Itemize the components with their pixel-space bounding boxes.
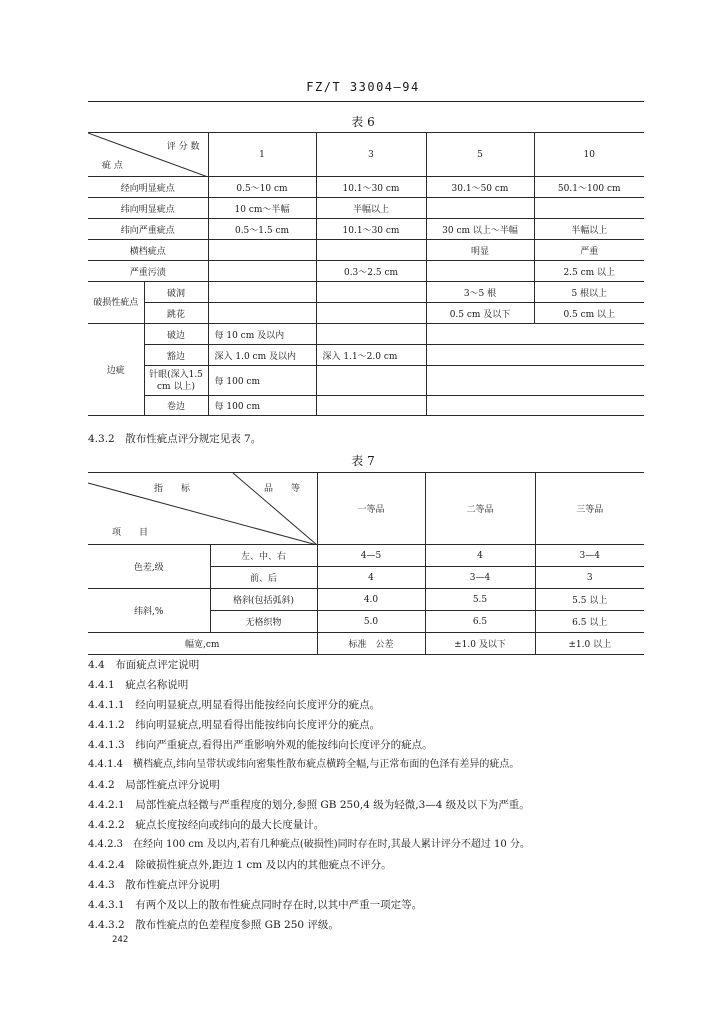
paragraph: 4.4.2.3 在经向 100 cm 及以内,若有几种疵点(破损性)同时存在时,其最人累计评分不超过 10 分。 xyxy=(88,839,530,850)
paragraph: 4.4.1.2 纬向明显疵点,明显看得出能按纬向长度评分的疵点。 xyxy=(88,719,381,731)
table-cell: 4—5 xyxy=(317,545,425,567)
paragraph: 4.4.3.1 有两个及以上的散布性疵点同时存在时,以其中严重一项定等。 xyxy=(88,899,423,911)
table-cell: 0.5～10 cm xyxy=(208,177,316,198)
table-row xyxy=(88,324,644,345)
table-cell: 明显 xyxy=(426,240,534,261)
grade-header: 一等品 xyxy=(317,473,425,545)
table-cell: 5 根以上 xyxy=(534,282,644,303)
table-row xyxy=(88,240,644,261)
table6-corner-score-label: 评 分 数 xyxy=(166,142,200,152)
table-cell: 半幅以上 xyxy=(316,198,426,219)
row-label: 纬向严重疵点 xyxy=(88,219,208,240)
header-rule xyxy=(88,101,644,102)
table-cell: 50.1～100 cm xyxy=(534,177,644,198)
table-cell: 3—4 xyxy=(425,567,535,589)
paragraph: 4.4.1.1 经向明显疵点,明显看得出能按经向长度评分的疵点。 xyxy=(88,699,381,711)
table-row xyxy=(88,261,644,282)
table-cell: 6.5 以上 xyxy=(535,611,644,633)
table-row xyxy=(88,345,644,366)
table-cell xyxy=(426,396,644,416)
row-label: 跳花 xyxy=(144,303,208,324)
table-row xyxy=(88,366,644,396)
document-code: FZ/T 33004—94 xyxy=(306,80,420,94)
row-label: 针眼(深入1.5 cm 以上) xyxy=(144,366,208,396)
table-cell: 5.5 以上 xyxy=(535,589,644,611)
table6-caption: 表 6 xyxy=(351,115,375,129)
table-cell: 每 100 cm xyxy=(208,396,316,416)
table-cell: 5.5 xyxy=(425,589,535,611)
table-cell: 2.5 cm 以上 xyxy=(534,261,644,282)
table-cell: ±1.0 及以下 xyxy=(425,633,535,655)
weft-skew-label: 纬斜,% xyxy=(88,589,210,633)
table-row xyxy=(88,219,644,240)
grade-header: 三等品 xyxy=(535,473,644,545)
table-cell: 30 cm 以上～半幅 xyxy=(426,219,534,240)
paragraph: 4.4.1.4 横档疵点,纬向呈带状或纬向密集性散布疵点横跨全幅,与正常布面的色泽有差异的疵点。 xyxy=(88,759,520,770)
row-label: 经向明显疵点 xyxy=(88,177,208,198)
table-cell: 深入 1.1～2.0 cm xyxy=(316,345,426,366)
table-cell xyxy=(316,282,426,303)
table7-caption: 表 7 xyxy=(351,454,375,468)
table-cell xyxy=(208,261,316,282)
table-cell: 3—4 xyxy=(535,545,644,567)
paragraph: 4.4.3.2 散布性疵点的色差程度参照 GB 250 评级。 xyxy=(88,919,339,931)
table-cell: 0.5 cm 以上 xyxy=(534,303,644,324)
table7-corner-cell xyxy=(88,473,317,545)
table-cell xyxy=(426,345,644,366)
table-cell: 10.1～30 cm xyxy=(316,219,426,240)
section-heading: 4.4 布面疵点评定说明 xyxy=(88,659,200,671)
table-row xyxy=(88,198,644,219)
table6-score-header: 3 xyxy=(316,133,426,177)
table-cell: 3～5 根 xyxy=(426,282,534,303)
table-cell: 每 100 cm xyxy=(208,366,316,396)
paragraph: 4.4.2.1 局部性疵点轻微与严重程度的划分,参照 GB 250,4 级为轻微,3—4 级及以下为严重。 xyxy=(88,799,530,811)
table-cell: 30.1～50 cm xyxy=(426,177,534,198)
table-cell: 标准 公差 xyxy=(317,633,425,655)
row-label: 卷边 xyxy=(144,396,208,416)
section-heading: 4.4.2 局部性疵点评分说明 xyxy=(88,779,220,791)
table-cell: 每 10 cm 及以内 xyxy=(208,324,316,345)
table-cell xyxy=(426,261,534,282)
damage-group-label: 破损性疵点 xyxy=(88,282,144,324)
paragraph: 4.4.1.3 纬向严重疵点,看得出严重影响外观的能按纬向长度评分的疵点。 xyxy=(88,739,433,751)
table-cell: 0.3～2.5 cm xyxy=(316,261,426,282)
table-row xyxy=(88,633,644,655)
table-cell: 6.5 xyxy=(425,611,535,633)
table-cell xyxy=(534,198,644,219)
table6-score-header: 5 xyxy=(426,133,534,177)
row-label: 无格织物 xyxy=(210,611,317,633)
table-row xyxy=(88,396,644,416)
table-cell: 半幅以上 xyxy=(534,219,644,240)
table-row xyxy=(88,303,644,324)
paragraph: 4.4.2.2 疵点长度按经向或纬向的最大长度量计。 xyxy=(88,819,325,831)
table-cell xyxy=(426,198,534,219)
table-cell: 4.0 xyxy=(317,589,425,611)
table-cell xyxy=(426,324,644,345)
table-cell xyxy=(208,240,316,261)
row-label: 严重污渍 xyxy=(88,261,208,282)
table-cell: ±1.0 以上 xyxy=(535,633,644,655)
table-cell: 0.5～1.5 cm xyxy=(208,219,316,240)
table-cell: 严重 xyxy=(534,240,644,261)
section-heading: 4.4.1 疵点名称说明 xyxy=(88,679,189,691)
paragraph: 4.4.2.4 除破损性疵点外,距边 1 cm 及以内的其他疵点不评分。 xyxy=(88,859,392,871)
edge-group-label: 边疵 xyxy=(88,324,144,416)
table-cell: 3 xyxy=(535,567,644,589)
table6-score-header: 1 xyxy=(208,133,316,177)
table-cell: 深入 1.0 cm 及以内 xyxy=(208,345,316,366)
row-label: 纬向明显疵点 xyxy=(88,198,208,219)
table6-corner-cell xyxy=(88,133,208,177)
table-row xyxy=(88,177,644,198)
table7-corner-indicator: 指 标 xyxy=(154,484,191,494)
section-heading: 4.4.3 散布性疵点评分说明 xyxy=(88,879,220,891)
table-cell: 0.5 cm 及以下 xyxy=(426,303,534,324)
table-cell xyxy=(316,240,426,261)
table-cell: 10 cm～半幅 xyxy=(208,198,316,219)
color-diff-label: 色差,级 xyxy=(88,545,210,589)
row-label: 破洞 xyxy=(144,282,208,303)
table-cell: 10.1～30 cm xyxy=(316,177,426,198)
table-row xyxy=(88,545,644,567)
table-cell xyxy=(426,366,644,396)
table-cell xyxy=(316,303,426,324)
grade-header: 二等品 xyxy=(425,473,535,545)
row-label: 豁边 xyxy=(144,345,208,366)
table-cell xyxy=(208,303,316,324)
table6-score-header: 10 xyxy=(534,133,644,177)
table-row xyxy=(88,282,644,303)
table-cell: 4 xyxy=(317,567,425,589)
table-row xyxy=(88,589,644,611)
page-number: 242 xyxy=(112,935,129,945)
table7-corner-item: 项 目 xyxy=(112,528,149,538)
table7-corner-grade: 品 等 xyxy=(264,484,301,494)
table6 xyxy=(88,132,644,416)
width-label: 幅宽,cm xyxy=(88,633,317,655)
row-label: 格斜(包括弧斜) xyxy=(210,589,317,611)
table-cell xyxy=(316,324,426,345)
section-4-3-2-text: 4.3.2 散布性疵点评分规定见表 7。 xyxy=(88,433,262,445)
table-cell: 5.0 xyxy=(317,611,425,633)
table-cell xyxy=(316,396,426,416)
row-label: 破边 xyxy=(144,324,208,345)
table6-corner-defect-label: 疵 点 xyxy=(102,161,123,171)
table-cell xyxy=(208,282,316,303)
row-label: 左、中、右 xyxy=(210,545,317,567)
row-label: 横档疵点 xyxy=(88,240,208,261)
table7 xyxy=(88,472,644,655)
table-cell xyxy=(316,366,426,396)
row-label: 前、后 xyxy=(210,567,317,589)
table-cell: 4 xyxy=(425,545,535,567)
